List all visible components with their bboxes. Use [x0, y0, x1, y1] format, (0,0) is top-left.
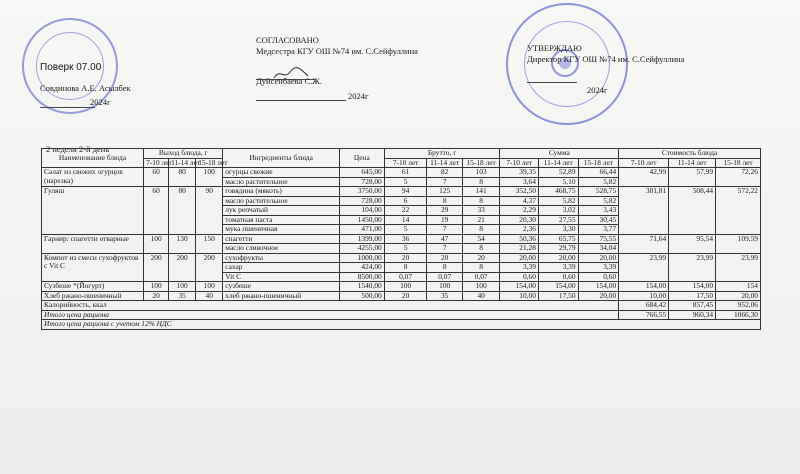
dish-output: 130 — [169, 234, 196, 253]
center-approved-title: СОГЛАСОВАНО — [256, 35, 319, 45]
calories-value: 684,42 — [619, 301, 669, 311]
col-age: 15-18 лет — [716, 158, 761, 168]
dish-cost: 154 — [716, 282, 761, 292]
dish-output: 200 — [196, 253, 223, 282]
ingredient-gross: 0,07 — [384, 272, 427, 282]
ingredient-sum: 3,30 — [538, 225, 578, 235]
ingredient-gross: 8 — [427, 263, 462, 273]
ingredient-sum: 154,00 — [500, 282, 539, 292]
col-age: 7-10 лет — [144, 158, 169, 168]
ingredient-sum: 154,00 — [538, 282, 578, 292]
ingredient-gross: 20 — [427, 253, 462, 263]
ingredient-gross: 8 — [462, 196, 500, 206]
vat-row — [42, 320, 761, 330]
ingredient-name: сухофрукты — [223, 253, 340, 263]
col-ingredients: Ингредиенты блюда — [223, 149, 340, 168]
menu-body — [42, 168, 761, 301]
dish-name: Компот из смеси сухофруктов с Vit C — [42, 253, 144, 282]
ingredient-gross: 20 — [462, 253, 500, 263]
ingredient-sum: 5,82 — [538, 196, 578, 206]
dish-cost: 572,22 — [716, 187, 761, 235]
right-approved-title: УТВЕРЖДАЮ — [527, 43, 582, 53]
vat-label: Итого цена рациона с учетом 12% НДС — [42, 320, 761, 330]
ingredient-price: 728,00 — [339, 196, 384, 206]
ingredient-gross: 0,07 — [427, 272, 462, 282]
dish-output: 200 — [144, 253, 169, 282]
ingredient-price: 1450,00 — [339, 215, 384, 225]
center-signature-icon — [272, 66, 312, 82]
ingredient-sum: 39,35 — [500, 168, 539, 178]
ingredient-price: 1540,00 — [339, 282, 384, 292]
ingredient-name: масло растительное — [223, 196, 340, 206]
ingredient-sum: 66,44 — [578, 168, 619, 178]
ingredient-gross: 103 — [462, 168, 500, 178]
right-approval — [527, 43, 685, 96]
right-position: Директор КГУ ОШ №74 им. С.Сейфуллина — [527, 54, 685, 64]
ingredient-sum: 3,02 — [538, 206, 578, 216]
col-gross: Брутто, г — [384, 149, 500, 159]
ingredient-price: 471,00 — [339, 225, 384, 235]
dish-output: 20 — [144, 291, 169, 301]
ingredient-sum: 50,36 — [500, 234, 539, 244]
ration-value: 766,55 — [619, 310, 669, 320]
col-dish: Наименование блюда — [42, 149, 144, 168]
dish-cost: 10,00 — [619, 291, 669, 301]
ingredient-sum: 20,00 — [578, 291, 619, 301]
ingredient-sum: 5,10 — [538, 177, 578, 187]
ingredient-gross: 21 — [462, 215, 500, 225]
ingredient-sum: 0,60 — [578, 272, 619, 282]
ingredient-gross: 82 — [427, 168, 462, 178]
ingredient-sum: 468,75 — [538, 187, 578, 197]
ingredient-sum: 20,30 — [500, 215, 539, 225]
ingredient-gross: 7 — [427, 225, 462, 235]
ration-value: 1066,30 — [716, 310, 761, 320]
dish-cost: 72,26 — [716, 168, 761, 187]
ingredient-gross: 7 — [427, 244, 462, 254]
ingredient-price: 8500,00 — [339, 272, 384, 282]
ingredient-name: огурцы свежие — [223, 168, 340, 178]
ingredient-sum: 65,75 — [538, 234, 578, 244]
ingredient-gross: 20 — [384, 253, 427, 263]
dish-output: 100 — [196, 282, 223, 292]
center-year: 2024г — [348, 91, 369, 101]
ingredient-name: спагетти — [223, 234, 340, 244]
ration-value: 960,34 — [669, 310, 716, 320]
ingredient-name: говядина (мякоть) — [223, 187, 340, 197]
table-row — [42, 282, 761, 292]
dish-output: 150 — [196, 234, 223, 253]
ingredient-price: 728,00 — [339, 177, 384, 187]
ingredient-price: 500,00 — [339, 291, 384, 301]
ingredient-sum: 3,39 — [578, 263, 619, 273]
table-row — [42, 253, 761, 263]
right-signature-line — [527, 82, 577, 83]
ingredient-sum: 34,04 — [578, 244, 619, 254]
ingredient-sum: 2,36 — [500, 225, 539, 235]
ingredient-gross: 125 — [427, 187, 462, 197]
col-age: 15-18 лет — [462, 158, 500, 168]
col-age: 11-14 лет — [669, 158, 716, 168]
ingredient-name: Vit C — [223, 272, 340, 282]
dish-output: 100 — [144, 234, 169, 253]
ingredient-gross: 33 — [462, 206, 500, 216]
dish-output: 40 — [196, 291, 223, 301]
dish-output: 100 — [144, 282, 169, 292]
col-output: Выход блюда, г — [144, 149, 223, 159]
ingredient-sum: 21,28 — [500, 244, 539, 254]
ingredient-gross: 94 — [384, 187, 427, 197]
ingredient-price: 104,00 — [339, 206, 384, 216]
ingredient-sum: 4,37 — [500, 196, 539, 206]
ingredient-sum: 2,29 — [500, 206, 539, 216]
col-age: 15-18 лет — [196, 158, 223, 168]
ingredient-gross: 35 — [427, 291, 462, 301]
dish-output: 80 — [169, 187, 196, 235]
table-row — [42, 168, 761, 178]
left-signature-line — [40, 107, 95, 108]
ingredient-price: 3750,00 — [339, 187, 384, 197]
dish-cost: 109,59 — [716, 234, 761, 253]
ingredient-gross: 0,07 — [462, 272, 500, 282]
ingredient-gross: 6 — [384, 196, 427, 206]
dish-output: 100 — [196, 168, 223, 187]
ingredient-price: 4255,00 — [339, 244, 384, 254]
ingredient-name: сузбеше — [223, 282, 340, 292]
table-row — [42, 234, 761, 244]
col-age: 7-10 лет — [500, 158, 539, 168]
ingredient-name: мука пшеничная — [223, 225, 340, 235]
col-age: 7-10 лет — [619, 158, 669, 168]
dish-cost: 57,99 — [669, 168, 716, 187]
col-age: 7-10 лет — [384, 158, 427, 168]
ingredient-sum: 17,50 — [538, 291, 578, 301]
ration-label: Итого цена рациона — [42, 310, 619, 320]
ingredient-sum: 5,82 — [578, 177, 619, 187]
dish-output: 35 — [169, 291, 196, 301]
ingredient-gross: 14 — [384, 215, 427, 225]
ingredient-sum: 10,00 — [500, 291, 539, 301]
ingredient-gross: 141 — [462, 187, 500, 197]
dish-name: Гарнир: спагетти отварные — [42, 234, 144, 253]
ingredient-sum: 52,89 — [538, 168, 578, 178]
ingredient-name: сахар — [223, 263, 340, 273]
col-age: 11-14 лет — [538, 158, 578, 168]
table-row — [42, 187, 761, 197]
ingredient-gross: 54 — [462, 234, 500, 244]
col-age: 11-14 лет — [427, 158, 462, 168]
ingredient-gross: 100 — [384, 282, 427, 292]
ingredient-sum: 3,39 — [538, 263, 578, 273]
ingredient-sum: 3,39 — [500, 263, 539, 273]
dish-output: 90 — [196, 187, 223, 235]
ingredient-sum: 27,55 — [538, 215, 578, 225]
col-cost: Стоимость блюда — [619, 149, 761, 159]
ingredient-sum: 5,82 — [578, 196, 619, 206]
ingredient-gross: 8 — [384, 263, 427, 273]
ingredient-price: 645,00 — [339, 168, 384, 178]
ingredient-gross: 40 — [462, 291, 500, 301]
ingredient-gross: 8 — [427, 196, 462, 206]
ingredient-gross: 22 — [384, 206, 427, 216]
dish-name: Салат из свежих огурцов (нарезка) — [42, 168, 144, 187]
dish-cost: 23,99 — [669, 253, 716, 282]
dish-output: 200 — [169, 253, 196, 282]
dish-output: 60 — [144, 168, 169, 187]
ingredient-sum: 3,77 — [578, 225, 619, 235]
ingredient-sum: 3,43 — [578, 206, 619, 216]
ingredient-gross: 5 — [384, 225, 427, 235]
dish-output: 100 — [169, 282, 196, 292]
ingredient-price: 424,00 — [339, 263, 384, 273]
ingredient-price: 1399,00 — [339, 234, 384, 244]
ingredient-gross: 7 — [427, 177, 462, 187]
ingredient-sum: 20,00 — [578, 253, 619, 263]
ingredient-sum: 75,55 — [578, 234, 619, 244]
day-label: 2 неделя 2-й день — [46, 144, 110, 154]
ingredient-name: лук репчатый — [223, 206, 340, 216]
ingredient-sum: 20,00 — [538, 253, 578, 263]
dish-name: Сузбеше *(Йогурт) — [42, 282, 144, 292]
center-name: Дуйсенбаева С.Ж. — [256, 76, 322, 86]
col-age: 11-14 лет — [169, 158, 196, 168]
ingredient-sum: 30,45 — [578, 215, 619, 225]
center-position: Медсестра КГУ ОШ №74 им. С.Сейфуллина — [256, 46, 418, 56]
dish-name: Хлеб ржано-пшеничный — [42, 291, 144, 301]
ingredient-price: 1000,00 — [339, 253, 384, 263]
dish-cost: 508,44 — [669, 187, 716, 235]
dish-cost: 23,99 — [619, 253, 669, 282]
col-sum: Сумма — [500, 149, 619, 159]
header-row-1 — [42, 149, 761, 159]
ingredient-name: томатная паста — [223, 215, 340, 225]
ingredient-gross: 36 — [384, 234, 427, 244]
ingredient-gross: 100 — [462, 282, 500, 292]
dish-cost: 95,54 — [669, 234, 716, 253]
ingredient-gross: 8 — [462, 244, 500, 254]
left-approval — [40, 62, 131, 108]
dish-cost: 154,00 — [669, 282, 716, 292]
left-year: 2024г — [90, 97, 111, 107]
center-date-line — [256, 100, 346, 101]
ingredient-gross: 100 — [427, 282, 462, 292]
left-signatory: Совдинова А.Е. Асылбек — [40, 83, 131, 93]
dish-cost: 154,00 — [619, 282, 669, 292]
ingredient-gross: 8 — [462, 225, 500, 235]
calories-value: 952,06 — [716, 301, 761, 311]
right-year: 2024г — [587, 85, 608, 95]
dish-name: Гуляш — [42, 187, 144, 235]
col-age: 15-18 лет — [578, 158, 619, 168]
ingredient-sum: 3,64 — [500, 177, 539, 187]
ingredient-sum: 0,60 — [500, 272, 539, 282]
calories-label: Калорийность, ккал — [42, 301, 619, 311]
ingredient-gross: 5 — [384, 244, 427, 254]
dish-cost: 17,50 — [669, 291, 716, 301]
dish-cost: 71,64 — [619, 234, 669, 253]
dish-cost: 20,00 — [716, 291, 761, 301]
ingredient-sum: 352,50 — [500, 187, 539, 197]
ingredient-gross: 19 — [427, 215, 462, 225]
ingredient-sum: 20,00 — [500, 253, 539, 263]
ingredient-sum: 29,79 — [538, 244, 578, 254]
dish-output: 60 — [144, 187, 169, 235]
left-stamp-text: Поверк 07.00 — [40, 62, 102, 73]
ingredient-sum: 154,00 — [578, 282, 619, 292]
ingredient-sum: 0,60 — [538, 272, 578, 282]
ingredient-sum: 528,75 — [578, 187, 619, 197]
dish-cost: 42,99 — [619, 168, 669, 187]
menu-table — [41, 148, 761, 330]
ingredient-gross: 20 — [384, 291, 427, 301]
ingredient-name: масло сливочное — [223, 244, 340, 254]
ingredient-name: масло растительное — [223, 177, 340, 187]
dish-output: 80 — [169, 168, 196, 187]
ingredient-gross: 47 — [427, 234, 462, 244]
col-price: Цена — [339, 149, 384, 168]
ingredient-gross: 61 — [384, 168, 427, 178]
calories-value: 857,45 — [669, 301, 716, 311]
dish-cost: 381,81 — [619, 187, 669, 235]
dish-cost: 23,99 — [716, 253, 761, 282]
ingredient-name: хлеб ржано-пшеничный — [223, 291, 340, 301]
ingredient-gross: 8 — [462, 177, 500, 187]
ingredient-gross: 29 — [427, 206, 462, 216]
ingredient-gross: 8 — [462, 263, 500, 273]
calories-row — [42, 301, 761, 311]
ingredient-gross: 5 — [384, 177, 427, 187]
